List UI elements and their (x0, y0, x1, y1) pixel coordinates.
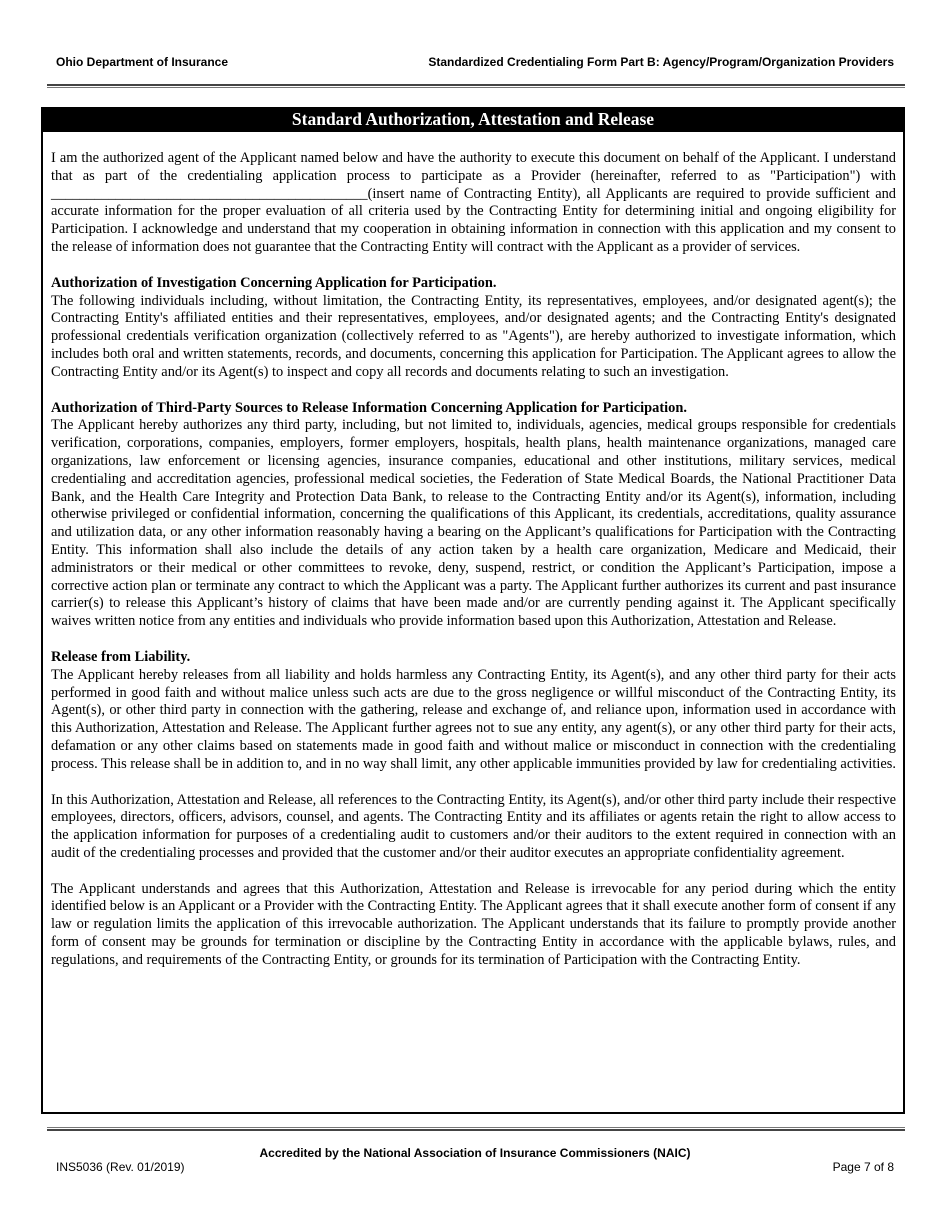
section-content (43, 132, 903, 970)
references-paragraph: In this Authorization, Attestation and Release, all references to the Contracting Entity, its Agent(s), and/or other third party include their respective employees, directors, officers, advisors, counsel, and agents. The Contracting Entity and its affiliates or agents retain the right to allow access to the application information for purposes of a credentialing audit to customers and/or their auditors to the extent required in connection with an audit of the credentialing processes and provided that the customer and/or their auditor executes an appropriate confidentiality agreement. (51, 791, 896, 861)
footer-form-number: INS5036 (Rev. 01/2019) (56, 1160, 185, 1174)
authorization-section (41, 107, 905, 1114)
footer-divider (47, 1127, 905, 1131)
section-title: Standard Authorization, Attestation and Release (43, 107, 903, 132)
release-heading: Release from Liability. (51, 648, 191, 665)
header-form-title: Standardized Credentialing Form Part B: Agency/Program/Organization Providers (428, 55, 894, 69)
footer-page-number: Page 7 of 8 (832, 1160, 894, 1174)
third-party-heading: Authorization of Third-Party Sources to Release Information Concerning Application for Participation. (51, 399, 687, 416)
intro-paragraph: I am the authorized agent of the Applicant named below and have the authority to execute this document on behalf of the Applicant. I understand that as part of the credentialing application process to participate as a Provider (hereinafter, referred to as "Participation") with ____________________________________________(insert name of Contracting Entity), all Applicants are required to provide sufficient and accurate information for the proper evaluation of all criteria used by the Contracting Entity for determining initial and ongoing eligibility for Participation. I acknowledge and understand that my cooperation in obtaining information in connection with this application and my consent to the release of information does not guarantee that the Contracting Entity will contract with the Applicant as a provider of services. (51, 150, 896, 255)
irrevocable-paragraph: The Applicant understands and agrees that this Authorization, Attestation and Release is irrevocable for any period during which the entity identified below is an Applicant or a Provider with the Contracting Entity. The Applicant agrees that it shall execute another form of consent if any law or regulation limits the application of this irrevocable authorization. The Applicant understands that its failure to promptly provide another form of consent may be grounds for termination or discipline by the Contracting Entity in accordance with the applicable bylaws, rules, and regulations, and requirements of the Contracting Entity, or grounds for its termination of Participation with the Contracting Entity. (51, 880, 896, 968)
release-paragraph: The Applicant hereby releases from all liability and holds harmless any Contracting Entity, its Agent(s), and any other third party for their acts performed in good faith and without malice unless such acts are due to the gross negligence or willful misconduct of the Contracting Entity, its Agent(s), or other third party in connection with the gathering, release and exchange of, and reliance upon, information used in accordance with this Authorization, Attestation and Release. The Applicant further agrees not to sue any entity, any agent(s), or any other third party for their acts, defamation or any other claims based on statements made in good faith and without malice or misconduct in connection with the credentialing process. This release shall be in addition to, and in no way shall limit, any other applicable immunities provided by law for credentialing activities. (51, 666, 896, 772)
investigation-paragraph: The following individuals including, without limitation, the Contracting Entity, its representatives, employees, and/or designated agent(s); the Contracting Entity's affiliated entities and their representatives, employees, and/or designated agents; and the Contracting Entity's designated professional credentials verification organization (collectively referred to as "Agents"), are hereby authorized to investigate information, which includes both oral and written statements, records, and documents, concerning this application for Participation. The Applicant agrees to allow the Contracting Entity and/or its Agent(s) to inspect and copy all records and documents relating to such an investigation. (51, 292, 896, 380)
footer-accreditation: Accredited by the National Association of Insurance Commissioners (NAIC) (259, 1146, 691, 1160)
investigation-heading: Authorization of Investigation Concerning Application for Participation. (51, 274, 497, 291)
header-agency-name: Ohio Department of Insurance (56, 55, 229, 69)
header-divider (47, 84, 905, 88)
third-party-paragraph: The Applicant hereby authorizes any third party, including, but not limited to, individuals, agencies, medical groups responsible for credentials verification, corporations, companies, employers, former employers, hospitals, health plans, health maintenance organizations, managed care organizations, law enforcement or licensing agencies, insurance companies, educational and other institutions, military services, medical credentialing and accreditation agencies, professional medical societies, the Federation of State Medical Boards, the National Practitioner Data Bank, and the Health Care Integrity and Protection Data Bank, to release to the Contracting Entity and/or its Agent(s), information, including otherwise privileged or confidential information, concerning the qualifications of this Applicant, its credentials, accreditations, quality assurance and utilization data, or any other information reasonably having a bearing on the Applicant’s qualifications for Participation with the Contracting Entity. This information shall also include the details of any action taken by a health care organization, Medicare and Medicaid, their administrators or their medical or other committees to revoke, deny, suspend, restrict, or condition the Applicant’s Participation, impose a corrective action plan or terminate any contract to which the Applicant was a party. The Applicant further authorizes its current and past insurance carrier(s) to release this Applicant’s history of claims that have been made and/or are currently pending against it. The Applicant specifically waives written notice from any entities and individuals who provide information based upon this Authorization, Attestation and Release. (51, 417, 896, 630)
